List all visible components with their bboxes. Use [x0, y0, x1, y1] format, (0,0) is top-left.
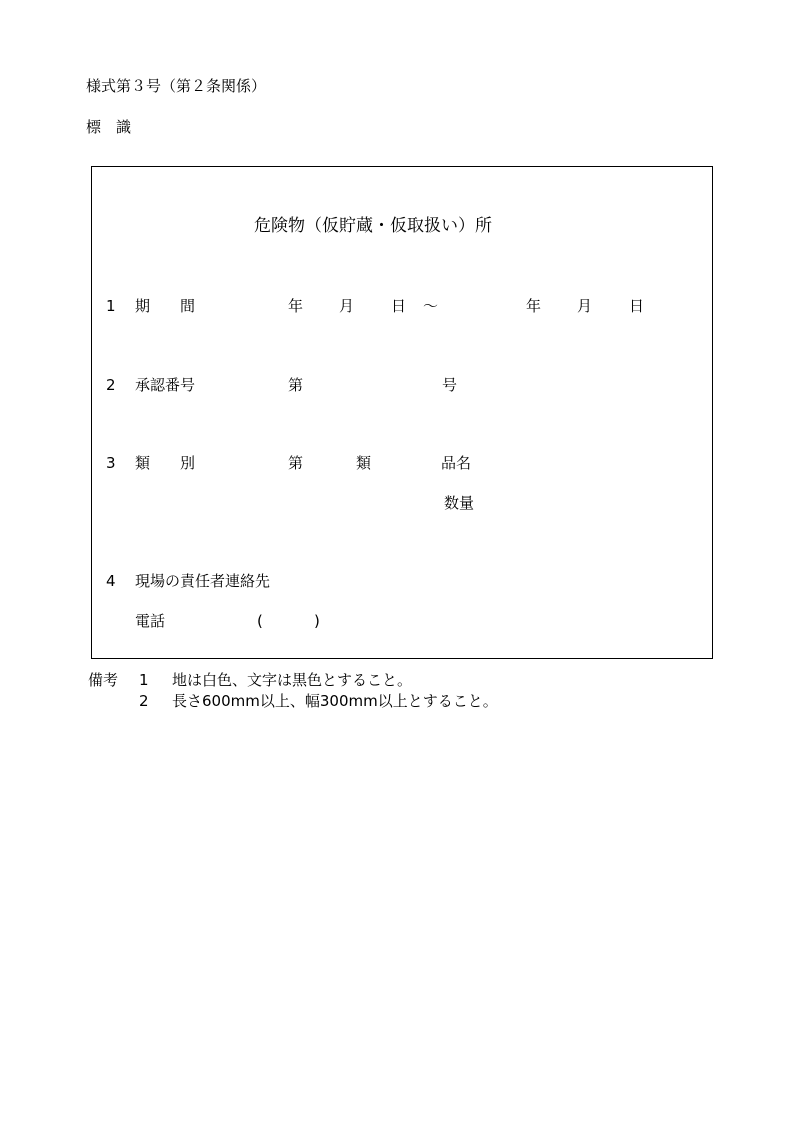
phone-label: 電話 [135, 612, 166, 630]
end-year-label: 年 [526, 297, 542, 315]
tilde: ～ [423, 297, 439, 315]
quantity-label: 数量 [444, 494, 475, 512]
start-day-label: 日 [391, 297, 407, 315]
end-day-label: 日 [629, 297, 645, 315]
note-1-number: 1 [139, 671, 149, 689]
phone-paren-close: ) [314, 612, 320, 630]
notes-label: 備考 [88, 671, 119, 689]
approval-number-label: 承認番号 [135, 376, 196, 394]
sign-title: 危険物（仮貯蔵・仮取扱い）所 [254, 216, 492, 236]
product-name-label: 品名 [441, 454, 472, 472]
row1-number: 1 [106, 297, 116, 315]
approval-dai: 第 [288, 376, 304, 394]
category-dai: 第 [288, 454, 304, 472]
phone-paren-open: ( [257, 612, 263, 630]
contact-label: 現場の責任者連絡先 [135, 572, 271, 590]
start-month-label: 月 [339, 297, 355, 315]
form-number: 様式第３号（第２条関係） [86, 77, 267, 95]
category-rui: 類 [356, 454, 372, 472]
note-2-text: 長さ600mm以上、幅300mm以上とすること。 [172, 692, 498, 710]
doc-label: 標 識 [86, 118, 132, 136]
row4-number: 4 [106, 572, 116, 590]
approval-go: 号 [442, 376, 458, 394]
end-month-label: 月 [577, 297, 593, 315]
note-2-number: 2 [139, 692, 149, 710]
category-label: 類 別 [135, 454, 196, 472]
start-year-label: 年 [288, 297, 304, 315]
note-1-text: 地は白色、文字は黒色とすること。 [172, 671, 413, 689]
period-label: 期 間 [135, 297, 196, 315]
row2-number: 2 [106, 376, 116, 394]
row3-number: 3 [106, 454, 116, 472]
